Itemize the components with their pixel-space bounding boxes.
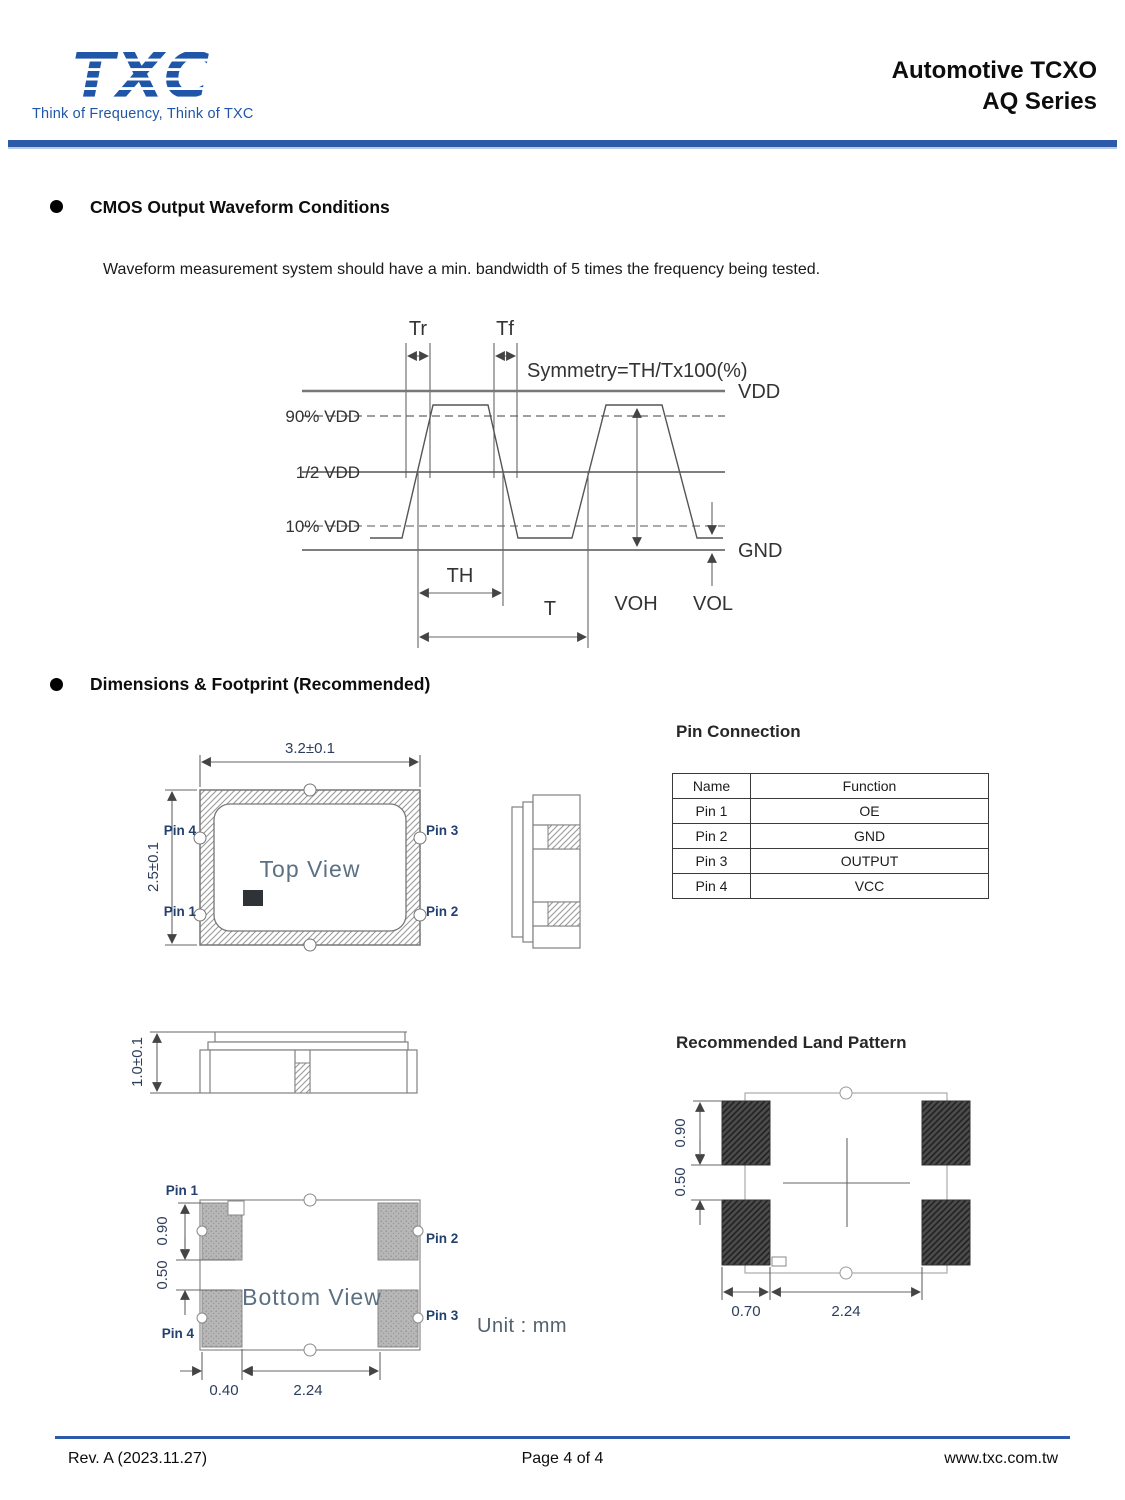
pin-function-cell: OE (751, 799, 989, 824)
tf-label: Tf (496, 318, 514, 340)
top-view-pin4-label: Pin 4 (163, 823, 196, 838)
top-view-pin1-label: Pin 1 (163, 904, 196, 919)
unit-label: Unit : mm (477, 1315, 568, 1337)
table-row (673, 874, 989, 899)
txc-logo-icon (62, 33, 272, 111)
voh-label: VOH (614, 593, 658, 615)
period-measurement-lines (418, 472, 588, 648)
title-product: Automotive TCXO (891, 57, 1097, 84)
gnd-label: GND (738, 540, 783, 562)
land-pattern-bottom-dimensions (722, 1267, 922, 1300)
txc-logo (62, 33, 272, 111)
logo-tagline: Think of Frequency, Think of TXC (32, 106, 254, 122)
footer-page-number: Page 4 of 4 (521, 1450, 604, 1467)
land-pad-span-label: 2.24 (831, 1303, 861, 1320)
pin-connection-heading: Pin Connection (676, 722, 801, 741)
dimensions-section-heading: Dimensions & Footprint (Recommended) (90, 674, 431, 694)
footer-revision: Rev. A (2023.11.27) (68, 1450, 208, 1467)
side-view-drawing (500, 775, 600, 960)
vdd-label: VDD (738, 381, 781, 403)
side-elevation-height-label: 1.0±0.1 (129, 1037, 146, 1087)
top-view-pin3-label: Pin 3 (426, 823, 459, 838)
land-pad-gap-label: 0.50 (672, 1167, 689, 1197)
vol-label: VOL (692, 593, 734, 615)
table-row (673, 824, 989, 849)
top-view-pin2-label: Pin 2 (426, 904, 459, 919)
top-view-drawing (140, 735, 475, 970)
bottom-view-bottom-dimensions (180, 1349, 380, 1380)
land-pad-width-label: 0.70 (731, 1303, 761, 1320)
table-header-row (673, 774, 989, 799)
top-view-label: Top View (259, 856, 361, 882)
vdd-90-label: 90% VDD (285, 407, 360, 426)
table-row (673, 799, 989, 824)
pin-function-cell: OUTPUT (751, 849, 989, 874)
tr-label: Tr (408, 318, 428, 340)
waveform-description: Waveform measurement system should have a min. bandwidth of 5 times the frequency being tested. (103, 261, 821, 278)
bottom-view-pin4-label: Pin 4 (161, 1326, 194, 1341)
land-pattern-left-dimensions (691, 1101, 722, 1225)
column-header-name: Name (673, 774, 751, 799)
side-elevation-drawing (120, 1015, 450, 1115)
bottom-view-drawing (140, 1175, 475, 1415)
side-view-pad-top (548, 825, 580, 849)
side-view-pad-bottom (548, 902, 580, 926)
document-title (697, 55, 1097, 117)
bottom-view-pad-height-label: 0.90 (154, 1216, 171, 1246)
top-view-width-dimension (200, 755, 420, 787)
waveform-section-heading: CMOS Output Waveform Conditions (90, 197, 390, 217)
vdd-half-label: 1/2 VDD (295, 463, 360, 482)
pin-name-cell: Pin 3 (673, 849, 751, 874)
top-view-height-label: 2.5±0.1 (145, 842, 162, 892)
symmetry-label: Symmetry=TH/Tx100(%) (527, 360, 748, 382)
land-pattern-heading: Recommended Land Pattern (676, 1033, 907, 1052)
pin-function-cell: VCC (751, 874, 989, 899)
column-header-function: Function (751, 774, 989, 799)
vdd-10-label: 10% VDD (285, 517, 360, 536)
bottom-view-label: Bottom View (242, 1284, 382, 1310)
bottom-view-pin3-label: Pin 3 (426, 1308, 459, 1323)
waveform-diagram (270, 310, 810, 660)
pin-connection-table (672, 773, 989, 899)
title-series: AQ Series (982, 88, 1097, 115)
voh-vol-arrows (637, 409, 712, 586)
reference-level-lines (302, 391, 725, 550)
footer-rule (55, 1436, 1070, 1439)
t-label: T (543, 598, 557, 620)
pin-name-cell: Pin 1 (673, 799, 751, 824)
pin1-corner-notch (228, 1201, 244, 1215)
bottom-view-pad-span-label: 2.24 (293, 1382, 323, 1399)
pin-function-cell: GND (751, 824, 989, 849)
land-pattern-center-cross (783, 1138, 910, 1227)
bottom-view-edge-offset-label: 0.40 (209, 1382, 239, 1399)
top-view-width-label: 3.2±0.1 (285, 740, 335, 757)
txc-logo-text: TXC (72, 39, 212, 111)
bullet-icon (50, 678, 63, 691)
side-elevation-pad (295, 1063, 310, 1093)
land-pattern-drawing (660, 1080, 1005, 1330)
land-pad-height-label: 0.90 (672, 1118, 689, 1148)
bottom-view-pad-gap-label: 0.50 (154, 1260, 171, 1290)
top-view-height-dimension (165, 790, 197, 945)
pin-name-cell: Pin 4 (673, 874, 751, 899)
th-label: TH (446, 565, 474, 587)
bullet-icon (50, 200, 63, 213)
pin1-index-mark (243, 890, 263, 906)
bottom-view-pin2-label: Pin 2 (426, 1231, 459, 1246)
pin-name-cell: Pin 2 (673, 824, 751, 849)
footer-website: www.txc.com.tw (944, 1450, 1058, 1467)
table-row (673, 849, 989, 874)
polarity-mark (772, 1257, 786, 1266)
bottom-view-pin1-label: Pin 1 (165, 1183, 198, 1198)
header-rule (8, 140, 1117, 149)
